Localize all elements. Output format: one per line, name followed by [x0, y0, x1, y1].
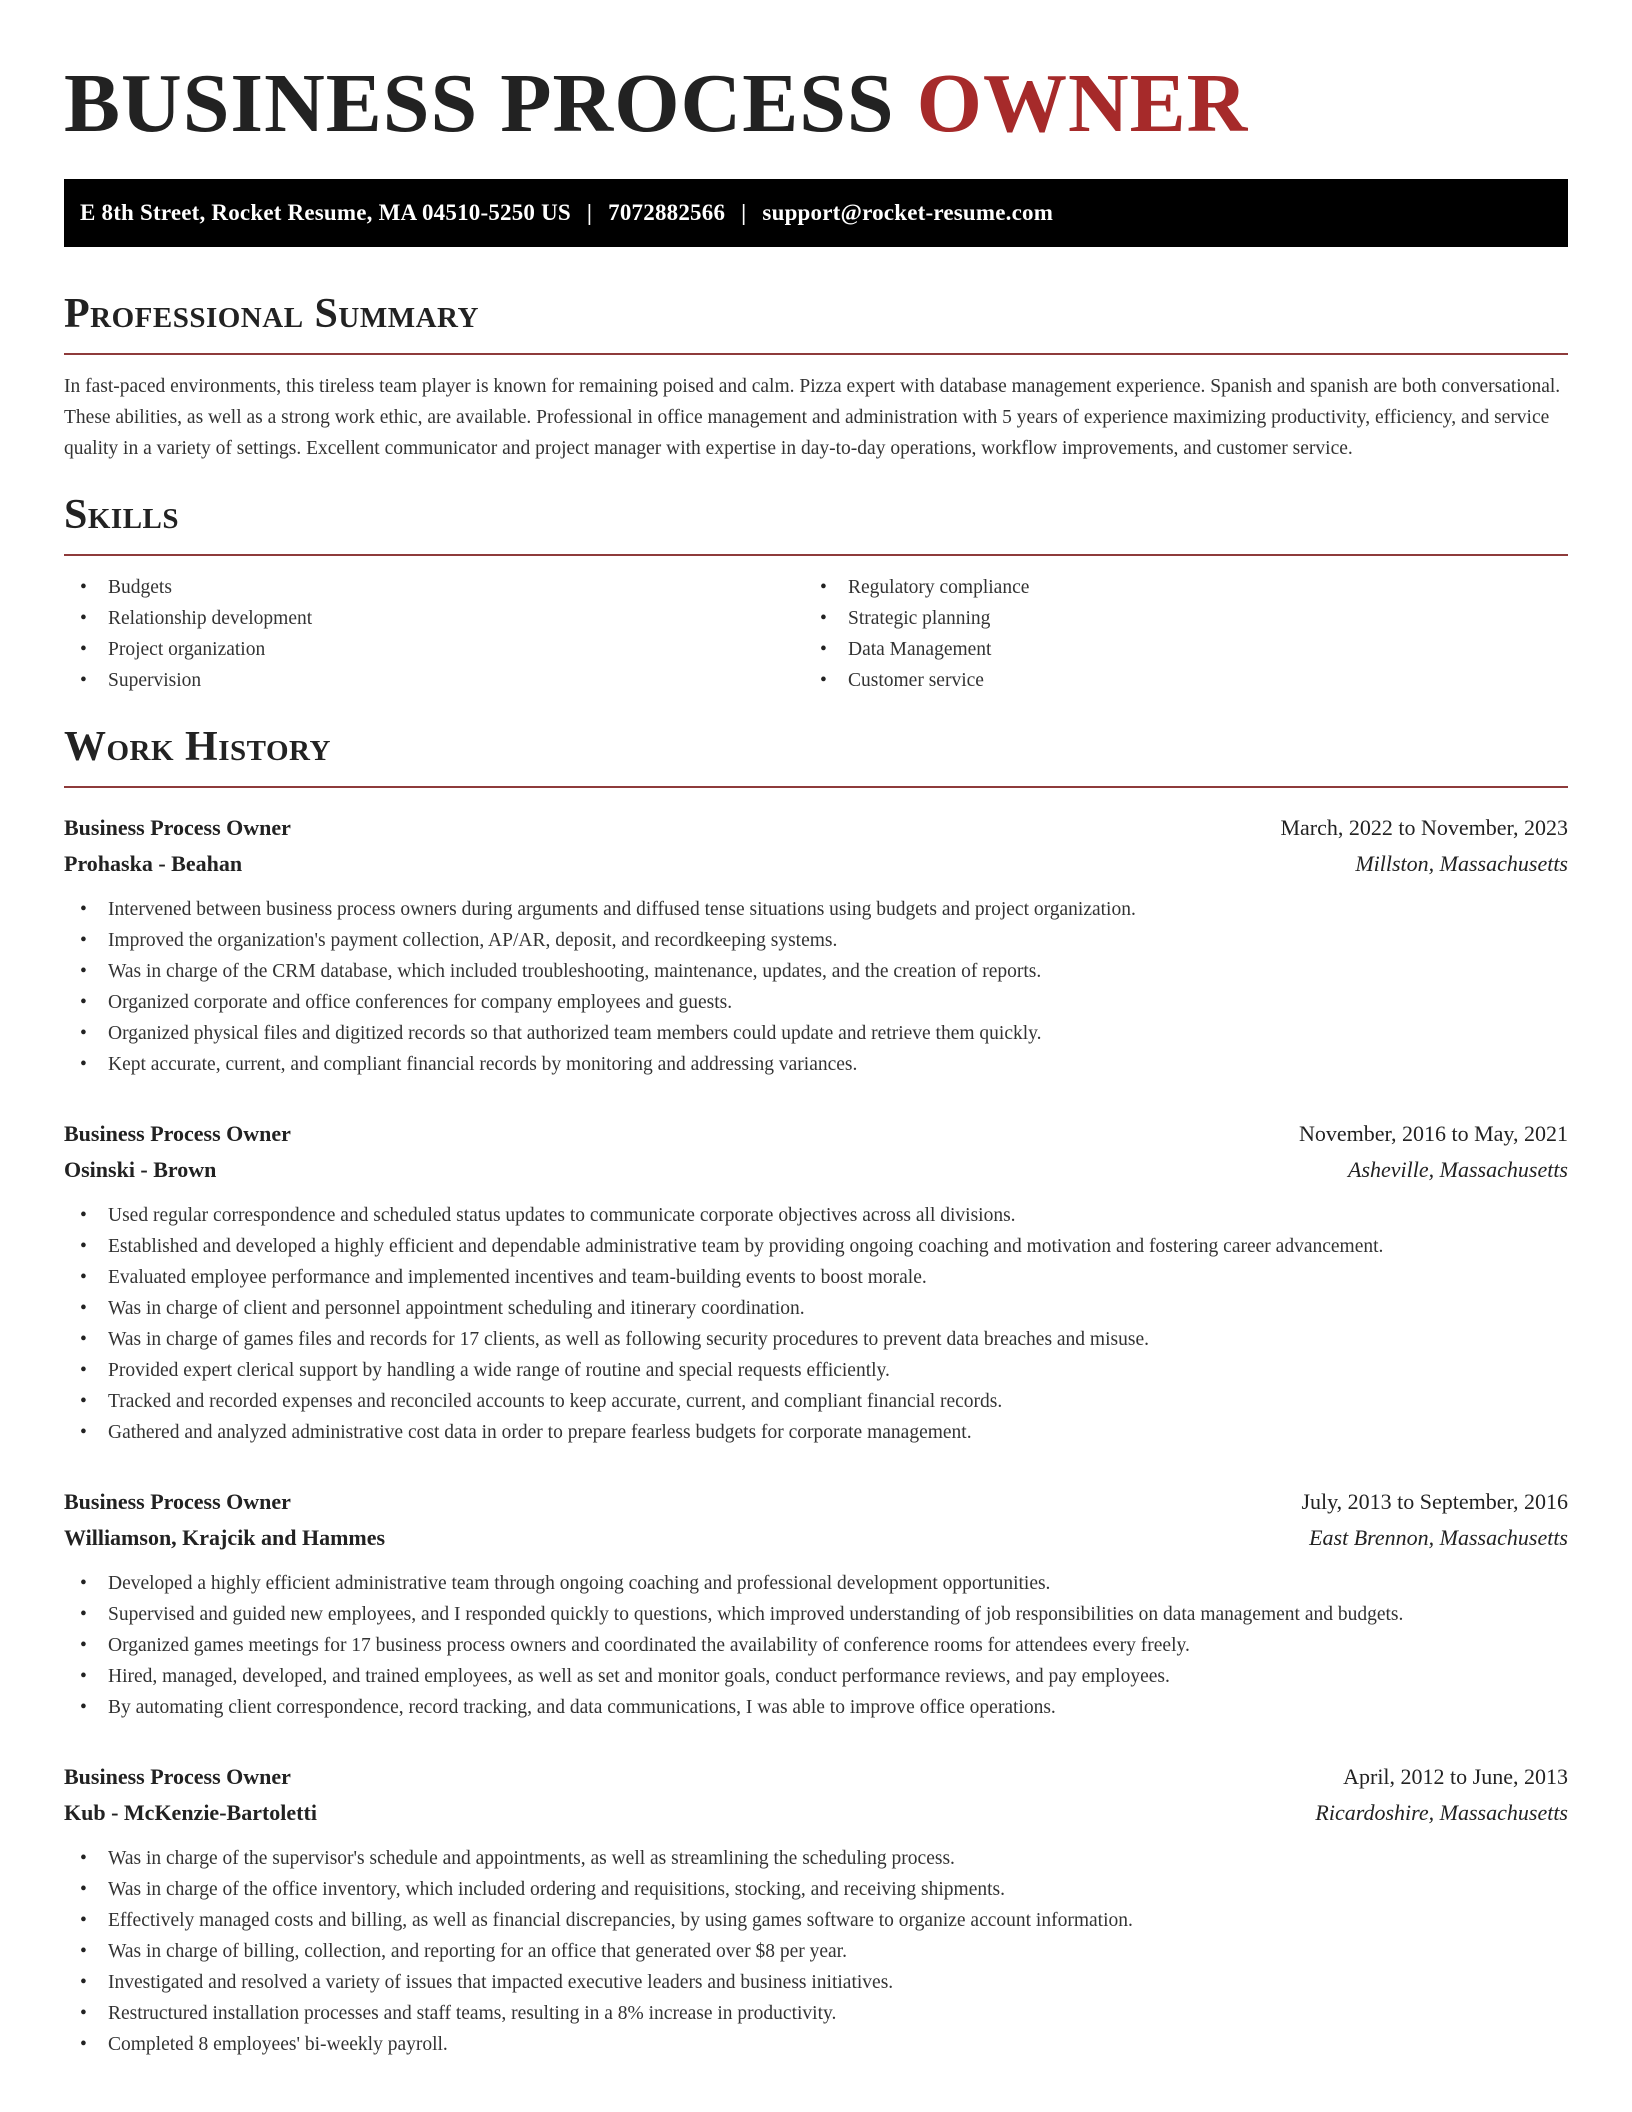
job-bullet: • Organized physical files and digitized records so that authorized team members could update and retrieve them quickly. [64, 1018, 1568, 1049]
job-dates: November, 2016 to May, 2021 [1299, 1121, 1568, 1147]
job-bullet-list [64, 1843, 1568, 2060]
job-title: Business Process Owner [64, 815, 291, 841]
title-accent: OWNER [916, 57, 1249, 150]
job-bullet: • Hired, managed, developed, and trained employees, as well as set and monitor goals, conduct performance reviews, and pay employees. [64, 1661, 1568, 1692]
contact-email[interactable]: support@rocket-resume.com [762, 199, 1054, 225]
job-bullet: • Kept accurate, current, and compliant financial records by monitoring and addressing variances. [64, 1049, 1568, 1080]
job-bullet: • Was in charge of the supervisor's schedule and appointments, as well as streamlining the scheduling process. [64, 1843, 1568, 1874]
summary-text: In fast-paced environments, this tireless team player is known for remaining poised and calm. Pizza expert with database management experience. Spanish and spanish are both conversational. These abilities, as well as a strong work ethic, are available. Professional in office management and administration with 5 years of experience maximizing productivity, efficiency, and service quality in a variety of settings. Excellent communicator and project manager with expertise in day-to-day operations, workflow improvements, and customer service. [64, 375, 1561, 459]
section-divider [64, 786, 1568, 788]
job-company: Osinski - Brown [64, 1157, 217, 1183]
section-divider [64, 353, 1568, 355]
contact-separator: | [586, 199, 593, 225]
job-header-row [64, 810, 1568, 846]
skill-item: • Regulatory compliance [804, 572, 1544, 603]
job-bullet: • Established and developed a highly efficient and dependable administrative team by providing ongoing coaching and motivation and fostering career advancement. [64, 1231, 1568, 1262]
job-company-row [64, 846, 1568, 882]
job-location: Asheville, Massachusetts [1348, 1157, 1568, 1183]
resume-title [64, 56, 1568, 153]
job-bullet: • Organized games meetings for 17 business process owners and coordinated the availability of conference rooms for attendees every freely. [64, 1630, 1568, 1661]
job-company: Williamson, Krajcik and Hammes [64, 1525, 386, 1551]
job-bullet: • Was in charge of the office inventory, which included ordering and requisitions, stocking, and receiving shipments. [64, 1874, 1568, 1905]
job-company: Prohaska - Beahan [64, 851, 243, 877]
skill-item: • Strategic planning [804, 603, 1544, 634]
job-location: East Brennon, Massachusetts [1309, 1525, 1568, 1551]
job-location: Ricardoshire, Massachusetts [1315, 1800, 1568, 1826]
job-bullet: • Evaluated employee performance and implemented incentives and team-building events to boost morale. [64, 1262, 1568, 1293]
job-title: Business Process Owner [64, 1121, 291, 1147]
job-bullet: • Organized corporate and office conferences for company employees and guests. [64, 987, 1568, 1018]
skills-list-right [804, 572, 1544, 696]
skills-columns [64, 572, 1568, 696]
skill-item: • Supervision [64, 665, 804, 696]
job-bullet: • Provided expert clerical support by handling a wide range of routine and special requests efficiently. [64, 1355, 1568, 1386]
job-bullet-list [64, 1568, 1568, 1723]
job-list [64, 810, 1568, 2060]
job-bullet: • By automating client correspondence, record tracking, and data communications, I was able to improve office operations. [64, 1692, 1568, 1723]
job-bullet: • Intervened between business process owners during arguments and diffused tense situations using budgets and project organization. [64, 894, 1568, 925]
skill-item: • Data Management [804, 634, 1544, 665]
contact-separator: | [741, 199, 747, 225]
skills-section [64, 492, 1568, 696]
job-header-row [64, 1484, 1568, 1520]
work-history-heading: Work History [64, 723, 331, 770]
skill-item: • Budgets [64, 572, 804, 603]
job-bullet: • Improved the organization's payment collection, AP/AR, deposit, and recordkeeping systems. [64, 925, 1568, 956]
job-bullet: • Completed 8 employees' bi-weekly payroll. [64, 2029, 1568, 2060]
job-company-row [64, 1520, 1568, 1556]
job-title: Business Process Owner [64, 1764, 291, 1790]
skill-item: • Customer service [804, 665, 1544, 696]
job-bullet-list [64, 1200, 1568, 1448]
job-header-row [64, 1759, 1568, 1795]
job-dates: March, 2022 to November, 2023 [1280, 815, 1568, 841]
title-main: BUSINESS PROCESS [64, 57, 917, 150]
work-history-section [64, 724, 1568, 2060]
job-bullet: • Supervised and guided new employees, and I responded quickly to questions, which improved understanding of job responsibilities on data management and budgets. [64, 1599, 1568, 1630]
summary-heading: Professional Summary [64, 290, 479, 337]
job-entry [64, 1116, 1568, 1448]
contact-bar [64, 179, 1568, 247]
skills-heading: Skills [64, 491, 180, 538]
job-entry [64, 1759, 1568, 2060]
summary-section [64, 291, 1568, 464]
contact-phone[interactable]: 7072882566 [608, 199, 726, 225]
section-divider [64, 554, 1568, 556]
skills-list-left [64, 572, 804, 696]
job-bullet: • Developed a highly efficient administrative team through ongoing coaching and professional development opportunities. [64, 1568, 1568, 1599]
job-title: Business Process Owner [64, 1489, 291, 1515]
job-bullet: • Was in charge of client and personnel appointment scheduling and itinerary coordination. [64, 1293, 1568, 1324]
job-bullet: • Gathered and analyzed administrative cost data in order to prepare fearless budgets for corporate management. [64, 1417, 1568, 1448]
job-bullet: • Effectively managed costs and billing, as well as financial discrepancies, by using games software to organize account information. [64, 1905, 1568, 1936]
contact-address: E 8th Street, Rocket Resume, MA 04510-5250 US [80, 199, 571, 225]
job-bullet: • Restructured installation processes and staff teams, resulting in a 8% increase in productivity. [64, 1998, 1568, 2029]
job-company-row [64, 1152, 1568, 1188]
job-header-row [64, 1116, 1568, 1152]
job-bullet: • Tracked and recorded expenses and reconciled accounts to keep accurate, current, and compliant financial records. [64, 1386, 1568, 1417]
job-bullet: • Was in charge of games files and records for 17 clients, as well as following security procedures to prevent data breaches and misuse. [64, 1324, 1568, 1355]
job-entry [64, 1484, 1568, 1723]
skill-item: • Project organization [64, 634, 804, 665]
skill-item: • Relationship development [64, 603, 804, 634]
job-bullet: • Used regular correspondence and scheduled status updates to communicate corporate objectives across all divisions. [64, 1200, 1568, 1231]
job-entry [64, 810, 1568, 1080]
job-bullet: • Was in charge of billing, collection, and reporting for an office that generated over $8 per year. [64, 1936, 1568, 1967]
job-bullet: • Investigated and resolved a variety of issues that impacted executive leaders and business initiatives. [64, 1967, 1568, 1998]
job-dates: April, 2012 to June, 2013 [1343, 1764, 1568, 1790]
job-bullet-list [64, 894, 1568, 1080]
job-dates: July, 2013 to September, 2016 [1301, 1489, 1568, 1515]
job-bullet: • Was in charge of the CRM database, which included troubleshooting, maintenance, updates, and the creation of reports. [64, 956, 1568, 987]
job-company: Kub - McKenzie-Bartoletti [64, 1800, 317, 1826]
job-company-row [64, 1795, 1568, 1831]
job-location: Millston, Massachusetts [1355, 851, 1568, 877]
